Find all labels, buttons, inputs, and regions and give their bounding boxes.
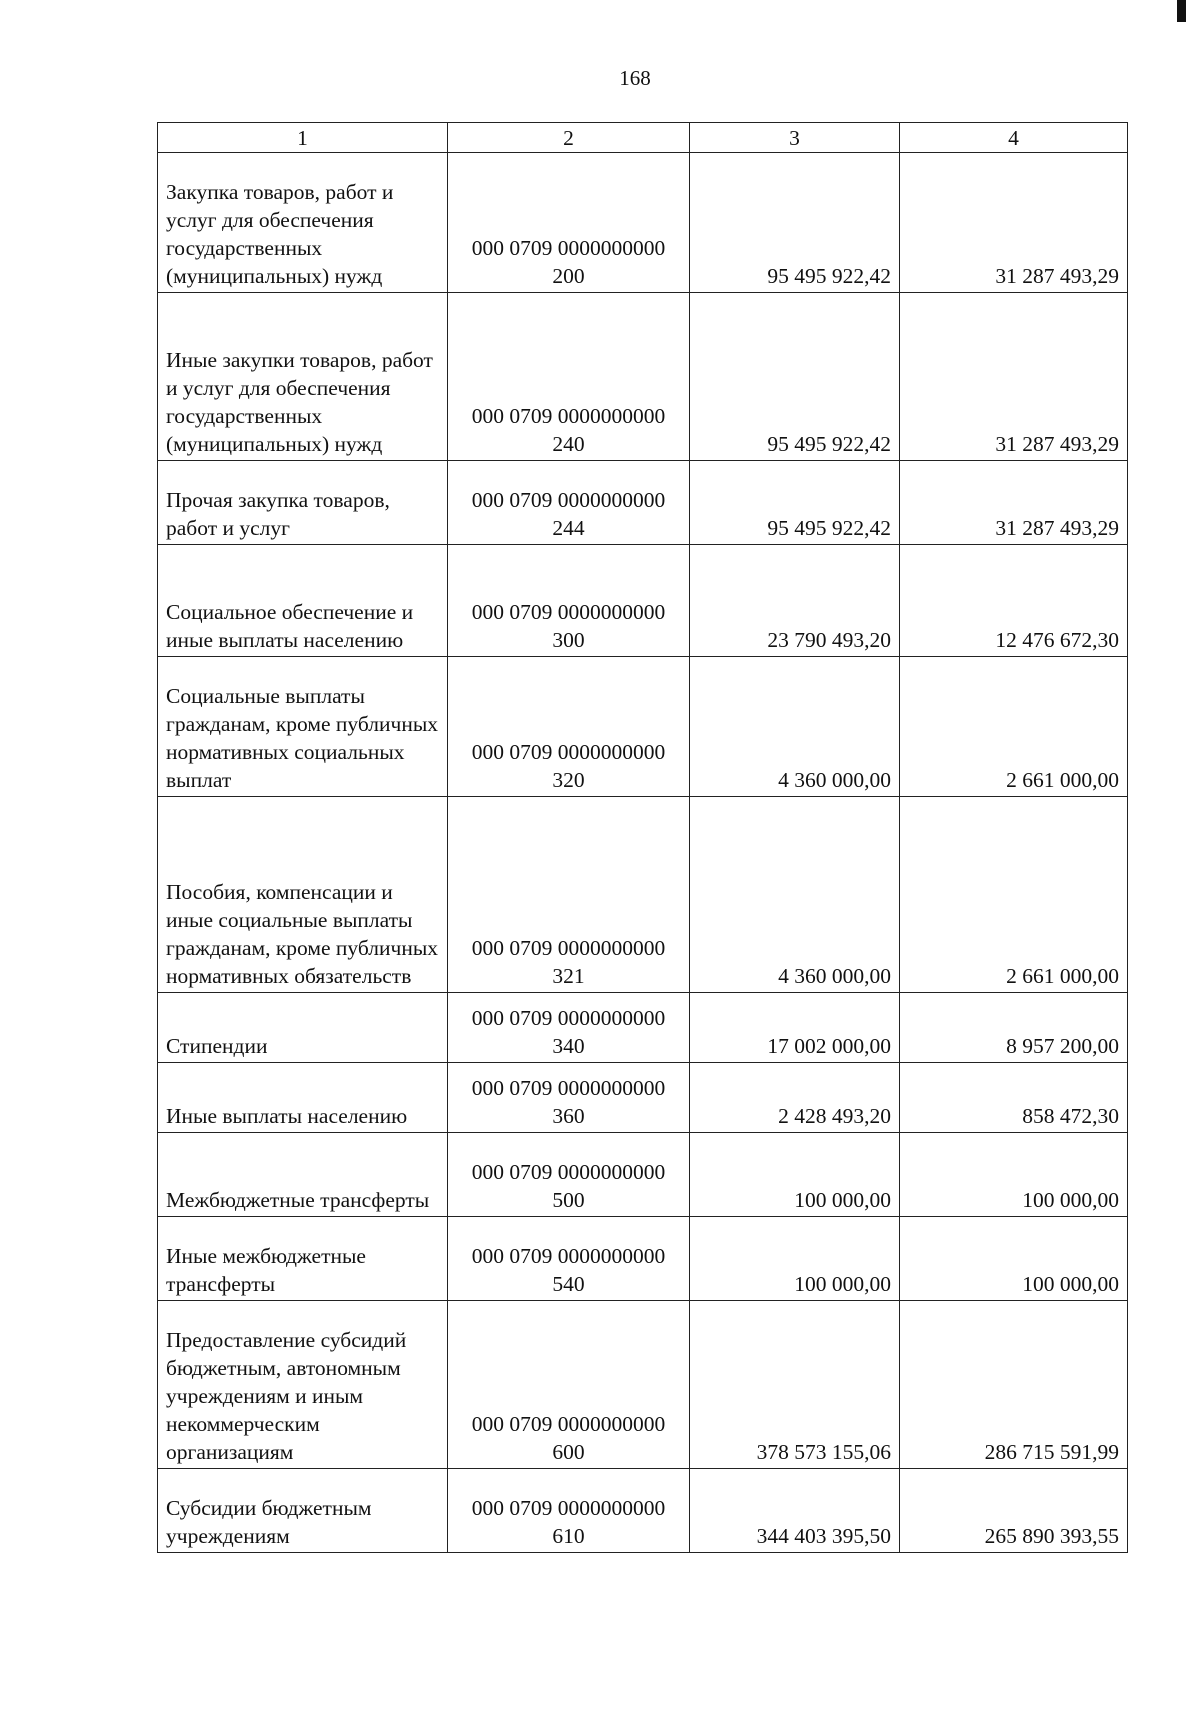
row-name: Закупка товаров, работ и услуг для обеспечения государственных (муниципальных) нужд [158, 153, 448, 293]
row-value-col3: 344 403 395,50 [690, 1469, 900, 1553]
row-code-line1: 000 0709 0000000000 [471, 1496, 666, 1520]
row-value-col4: 31 287 493,29 [900, 153, 1128, 293]
row-code-line2: 340 [552, 1034, 585, 1058]
row-code-line2: 540 [552, 1272, 585, 1296]
row-value-col4: 31 287 493,29 [900, 293, 1128, 461]
table-row [158, 1469, 1128, 1553]
row-value-col3: 95 495 922,42 [690, 293, 900, 461]
row-name: Стипендии [158, 993, 448, 1063]
row-value-col4: 31 287 493,29 [900, 461, 1128, 545]
row-code-line1: 000 0709 0000000000 [471, 1006, 666, 1030]
budget-table [157, 122, 1128, 1553]
row-name: Иные выплаты населению [158, 1063, 448, 1133]
row-code [448, 797, 690, 993]
row-value-col3: 95 495 922,42 [690, 153, 900, 293]
row-value-col3: 4 360 000,00 [690, 797, 900, 993]
row-code-line2: 240 [552, 432, 585, 456]
row-name: Прочая закупка товаров, работ и услуг [158, 461, 448, 545]
row-code [448, 1133, 690, 1217]
row-name: Иные закупки товаров, работ и услуг для обеспечения государственных (муниципальных) нужд [158, 293, 448, 461]
row-code [448, 1217, 690, 1301]
row-code-line1: 000 0709 0000000000 [471, 236, 666, 260]
row-code-line2: 200 [552, 264, 585, 288]
column-header-1: 1 [158, 123, 448, 153]
row-code-line1: 000 0709 0000000000 [471, 1244, 666, 1268]
row-code [448, 657, 690, 797]
row-code [448, 993, 690, 1063]
table-row [158, 797, 1128, 993]
row-code [448, 545, 690, 657]
row-code-line1: 000 0709 0000000000 [471, 488, 666, 512]
row-code [448, 1301, 690, 1469]
row-code-line1: 000 0709 0000000000 [471, 1412, 666, 1436]
row-value-col4: 8 957 200,00 [900, 993, 1128, 1063]
row-value-col3: 2 428 493,20 [690, 1063, 900, 1133]
table-row [158, 993, 1128, 1063]
row-value-col3: 378 573 155,06 [690, 1301, 900, 1469]
row-value-col4: 858 472,30 [900, 1063, 1128, 1133]
row-code-line2: 244 [552, 516, 585, 540]
row-value-col4: 2 661 000,00 [900, 657, 1128, 797]
row-name: Социальные выплаты гражданам, кроме публичных нормативных социальных выплат [158, 657, 448, 797]
row-code-line1: 000 0709 0000000000 [471, 404, 666, 428]
row-code-line1: 000 0709 0000000000 [471, 1160, 666, 1184]
table-row [158, 153, 1128, 293]
row-code-line2: 500 [552, 1188, 585, 1212]
row-code-line2: 600 [552, 1440, 585, 1464]
row-code-line2: 320 [552, 768, 585, 792]
row-value-col4: 12 476 672,30 [900, 545, 1128, 657]
row-code [448, 153, 690, 293]
table-row [158, 293, 1128, 461]
table-row [158, 545, 1128, 657]
row-name: Предоставление субсидий бюджетным, автономным учреждениям и иным некоммерческим организациям [158, 1301, 448, 1469]
row-value-col3: 100 000,00 [690, 1217, 900, 1301]
row-code [448, 461, 690, 545]
row-value-col3: 95 495 922,42 [690, 461, 900, 545]
row-value-col3: 23 790 493,20 [690, 545, 900, 657]
row-code [448, 293, 690, 461]
row-value-col4: 100 000,00 [900, 1217, 1128, 1301]
column-header-3: 3 [690, 123, 900, 153]
page-number: 168 [619, 66, 651, 90]
row-value-col3: 4 360 000,00 [690, 657, 900, 797]
column-header-4: 4 [900, 123, 1128, 153]
row-name: Межбюджетные трансферты [158, 1133, 448, 1217]
table-row [158, 461, 1128, 545]
table-row [158, 657, 1128, 797]
row-code-line1: 000 0709 0000000000 [471, 600, 666, 624]
row-value-col4: 2 661 000,00 [900, 797, 1128, 993]
table-row [158, 1063, 1128, 1133]
row-code-line1: 000 0709 0000000000 [471, 740, 666, 764]
row-name: Субсидии бюджетным учреждениям [158, 1469, 448, 1553]
table-row [158, 1217, 1128, 1301]
row-value-col4: 265 890 393,55 [900, 1469, 1128, 1553]
row-name: Пособия, компенсации и иные социальные выплаты гражданам, кроме публичных нормативных обязательств [158, 797, 448, 993]
table-header-row [158, 123, 1128, 153]
table-row [158, 1133, 1128, 1217]
column-header-2: 2 [448, 123, 690, 153]
row-code-line2: 610 [552, 1524, 585, 1548]
row-code-line2: 321 [552, 964, 585, 988]
row-code-line1: 000 0709 0000000000 [471, 936, 666, 960]
row-value-col3: 100 000,00 [690, 1133, 900, 1217]
row-code [448, 1469, 690, 1553]
row-code-line2: 300 [552, 628, 585, 652]
row-code-line2: 360 [552, 1104, 585, 1128]
row-name: Иные межбюджетные трансферты [158, 1217, 448, 1301]
row-value-col4: 100 000,00 [900, 1133, 1128, 1217]
scan-corner-mark [1177, 0, 1186, 22]
row-code [448, 1063, 690, 1133]
row-value-col3: 17 002 000,00 [690, 993, 900, 1063]
row-value-col4: 286 715 591,99 [900, 1301, 1128, 1469]
table-row [158, 1301, 1128, 1469]
row-name: Социальное обеспечение и иные выплаты населению [158, 545, 448, 657]
row-code-line1: 000 0709 0000000000 [471, 1076, 666, 1100]
